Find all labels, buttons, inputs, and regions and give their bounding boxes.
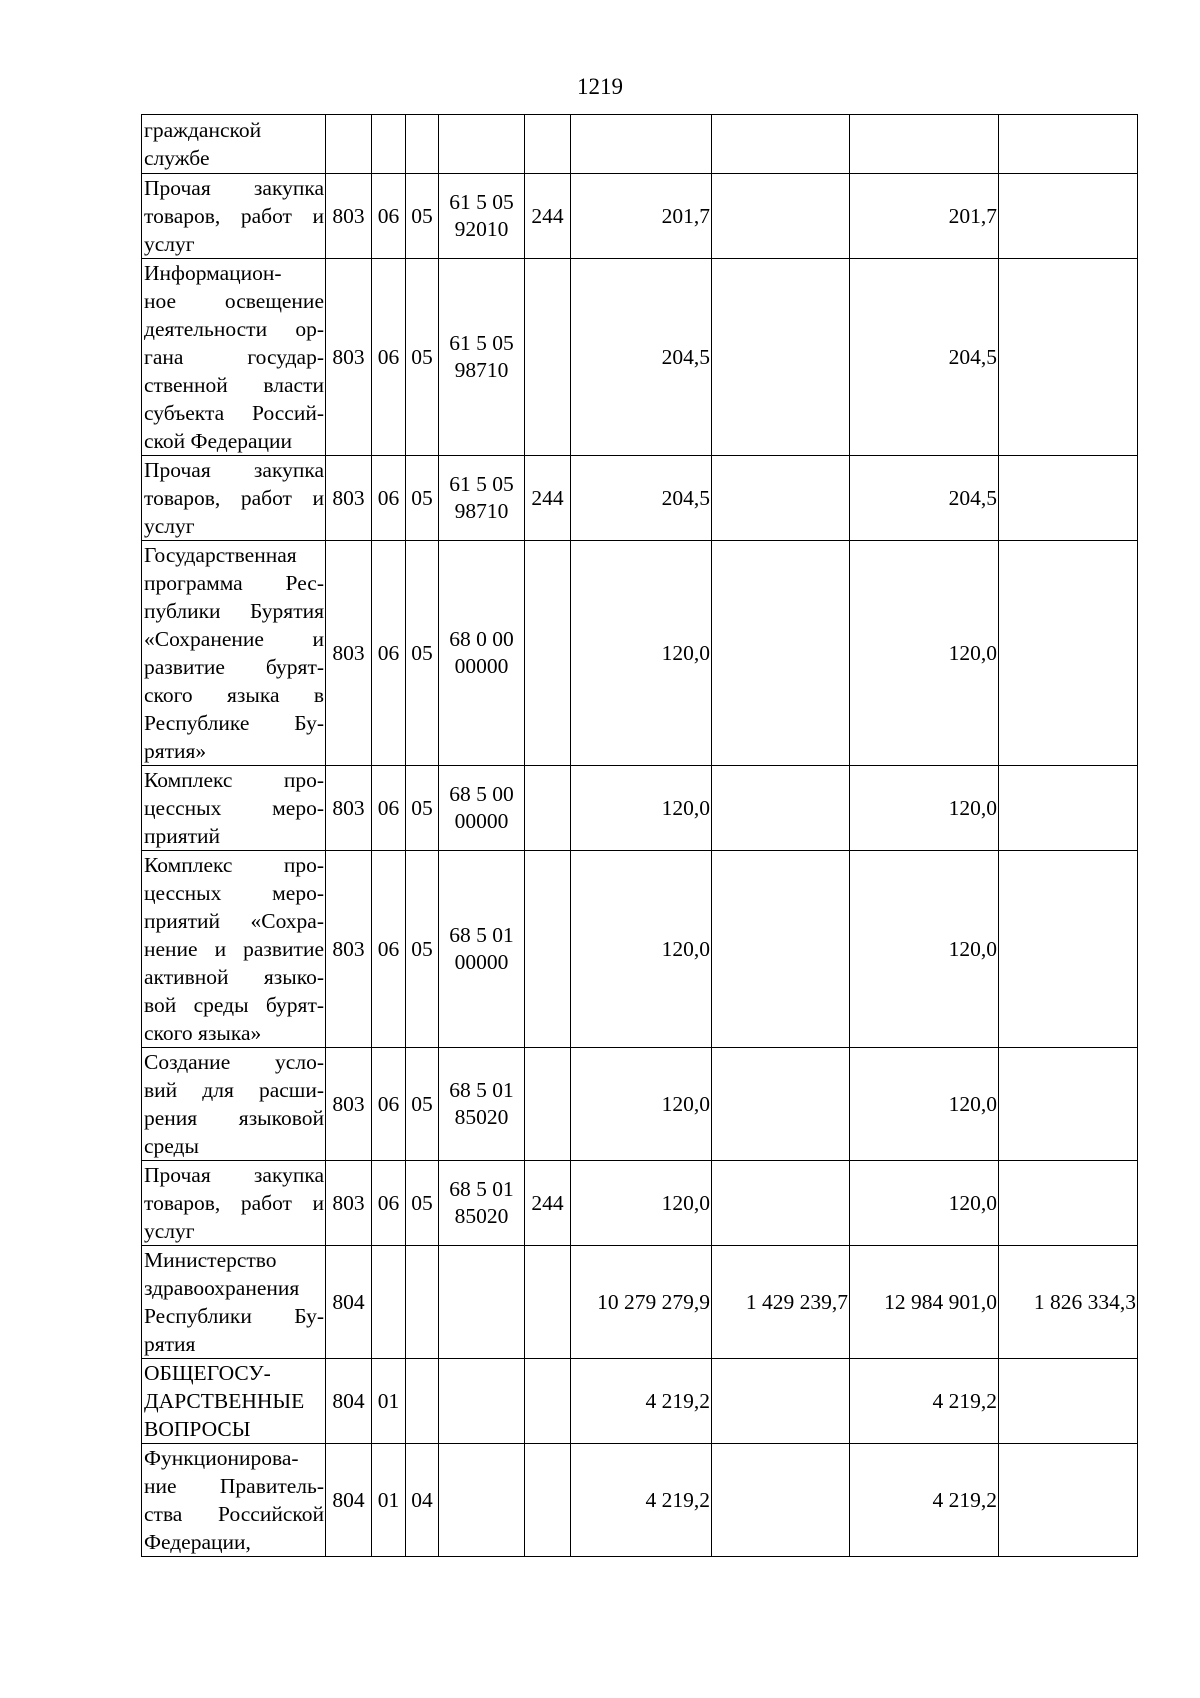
name-line: субъекта Россий-	[144, 401, 324, 425]
target-line: 85020	[454, 1105, 509, 1129]
name-line: Функционирова-	[144, 1446, 299, 1470]
cell-section: 06	[372, 851, 406, 1048]
cell-section: 06	[372, 766, 406, 851]
cell-subsection: 05	[406, 1048, 439, 1161]
target-line: 92010	[454, 217, 509, 241]
table-row	[142, 1444, 1138, 1557]
table-row	[142, 1246, 1138, 1359]
cell-subsection: 05	[406, 1161, 439, 1246]
target-line: 68 5 01	[449, 923, 514, 947]
cell-section	[372, 115, 406, 174]
cell-section: 06	[372, 456, 406, 541]
cell-subsection: 05	[406, 259, 439, 456]
cell-value-3: 120,0	[850, 766, 999, 851]
cell-value-4	[999, 851, 1138, 1048]
target-line: 98710	[454, 358, 509, 382]
name-line: ской Федерации	[144, 429, 293, 453]
target-line: 85020	[454, 1204, 509, 1228]
name-line: Прочая закупка	[144, 458, 324, 482]
table-body	[142, 115, 1138, 1557]
cell-value-1	[571, 115, 712, 174]
cell-expense-type: 244	[525, 1161, 571, 1246]
target-line: 68 0 00	[449, 627, 514, 651]
cell-expense-type	[525, 766, 571, 851]
table-row	[142, 1048, 1138, 1161]
cell-section: 01	[372, 1359, 406, 1444]
name-line: приятий «Сохра-	[144, 909, 324, 933]
cell-value-4	[999, 1161, 1138, 1246]
name-line: вий для расши-	[144, 1078, 324, 1102]
cell-value-1: 4 219,2	[571, 1359, 712, 1444]
cell-expense-type: 244	[525, 174, 571, 259]
name-line: ского языка в	[144, 683, 324, 707]
name-line: Республики Бу-	[144, 1304, 324, 1328]
cell-value-1: 201,7	[571, 174, 712, 259]
cell-name	[142, 1246, 326, 1359]
cell-name	[142, 541, 326, 766]
cell-subsection: 04	[406, 1444, 439, 1557]
budget-table	[141, 114, 1138, 1557]
cell-admin-code: 803	[326, 541, 372, 766]
cell-target-article	[439, 1444, 525, 1557]
table-row	[142, 259, 1138, 456]
table-row	[142, 851, 1138, 1048]
cell-name	[142, 1444, 326, 1557]
cell-value-2	[712, 1444, 850, 1557]
cell-value-1: 204,5	[571, 456, 712, 541]
name-line: Комплекс про-	[144, 853, 324, 877]
cell-subsection: 05	[406, 851, 439, 1048]
name-line: Прочая закупка	[144, 176, 324, 200]
name-line: Республике Бу-	[144, 711, 324, 735]
cell-subsection	[406, 1246, 439, 1359]
cell-name	[142, 456, 326, 541]
cell-value-1: 120,0	[571, 1048, 712, 1161]
cell-value-4	[999, 766, 1138, 851]
page-number: 1219	[577, 74, 623, 99]
name-line: ВОПРОСЫ	[144, 1417, 251, 1441]
name-line: ние Правитель-	[144, 1474, 324, 1498]
cell-value-2	[712, 1359, 850, 1444]
name-line: среды	[144, 1134, 199, 1158]
table-row	[142, 541, 1138, 766]
cell-value-3: 204,5	[850, 259, 999, 456]
name-line: Прочая закупка	[144, 1163, 324, 1187]
cell-admin-code: 803	[326, 1161, 372, 1246]
name-line: ского языка»	[144, 1021, 262, 1045]
cell-admin-code: 803	[326, 259, 372, 456]
cell-expense-type	[525, 1359, 571, 1444]
cell-value-1: 120,0	[571, 541, 712, 766]
cell-value-1: 120,0	[571, 851, 712, 1048]
name-line: гражданской	[144, 118, 262, 142]
name-line: ДАРСТВЕННЫЕ	[144, 1389, 305, 1413]
name-line: рятия»	[144, 739, 207, 763]
name-line: цессных меро-	[144, 881, 324, 905]
cell-name	[142, 115, 326, 174]
cell-value-2	[712, 766, 850, 851]
cell-admin-code: 803	[326, 1048, 372, 1161]
table-row	[142, 766, 1138, 851]
name-line: нение и развитие	[144, 937, 324, 961]
cell-value-4	[999, 1444, 1138, 1557]
cell-expense-type	[525, 1246, 571, 1359]
cell-value-4	[999, 1048, 1138, 1161]
target-line: 61 5 05	[449, 331, 514, 355]
cell-value-1: 204,5	[571, 259, 712, 456]
name-line: Федерации,	[144, 1530, 251, 1554]
cell-name	[142, 259, 326, 456]
name-line: Информацион-	[144, 261, 282, 285]
cell-value-2	[712, 1161, 850, 1246]
cell-value-3: 4 219,2	[850, 1359, 999, 1444]
target-line: 00000	[454, 809, 509, 833]
name-line: услуг	[144, 232, 195, 256]
cell-subsection: 05	[406, 541, 439, 766]
cell-name	[142, 1359, 326, 1444]
cell-value-1: 120,0	[571, 766, 712, 851]
cell-value-3: 120,0	[850, 851, 999, 1048]
cell-subsection: 05	[406, 766, 439, 851]
cell-value-3: 204,5	[850, 456, 999, 541]
name-line: Комплекс про-	[144, 768, 324, 792]
cell-admin-code: 803	[326, 174, 372, 259]
name-line: публики Бурятия	[144, 599, 324, 623]
cell-name	[142, 174, 326, 259]
target-line: 61 5 05	[449, 472, 514, 496]
cell-value-4	[999, 115, 1138, 174]
cell-admin-code: 803	[326, 851, 372, 1048]
cell-target-article	[439, 115, 525, 174]
cell-name	[142, 851, 326, 1048]
name-line: развитие бурят-	[144, 655, 324, 679]
name-line: рятия	[144, 1332, 196, 1356]
cell-section: 01	[372, 1444, 406, 1557]
cell-subsection	[406, 1359, 439, 1444]
name-line: цессных меро-	[144, 796, 324, 820]
target-line: 68 5 00	[449, 782, 514, 806]
name-line: приятий	[144, 824, 221, 848]
name-line: Создание усло-	[144, 1050, 324, 1074]
cell-value-2: 1 429 239,7	[712, 1246, 850, 1359]
table-row	[142, 1359, 1138, 1444]
cell-admin-code	[326, 115, 372, 174]
name-line: услуг	[144, 514, 195, 538]
cell-value-4	[999, 174, 1138, 259]
cell-target-article	[439, 851, 525, 1048]
name-line: товаров, работ и	[144, 486, 324, 510]
cell-value-3: 120,0	[850, 1161, 999, 1246]
target-line: 98710	[454, 499, 509, 523]
name-line: вой среды бурят-	[144, 993, 324, 1017]
cell-value-2	[712, 851, 850, 1048]
cell-value-3: 120,0	[850, 541, 999, 766]
cell-section: 06	[372, 174, 406, 259]
cell-value-4	[999, 1359, 1138, 1444]
cell-value-3: 4 219,2	[850, 1444, 999, 1557]
name-line: ОБЩЕГОСУ-	[144, 1361, 271, 1385]
cell-value-1: 10 279 279,9	[571, 1246, 712, 1359]
cell-section: 06	[372, 1048, 406, 1161]
name-line: ное освещение	[144, 289, 324, 313]
cell-value-4	[999, 541, 1138, 766]
cell-target-article	[439, 456, 525, 541]
cell-section: 06	[372, 259, 406, 456]
name-line: рения языковой	[144, 1106, 324, 1130]
cell-value-4	[999, 456, 1138, 541]
target-line: 00000	[454, 654, 509, 678]
cell-admin-code: 804	[326, 1444, 372, 1557]
cell-expense-type	[525, 1048, 571, 1161]
cell-value-2	[712, 541, 850, 766]
cell-value-2	[712, 174, 850, 259]
name-line: активной языко-	[144, 965, 324, 989]
cell-expense-type	[525, 541, 571, 766]
cell-admin-code: 803	[326, 456, 372, 541]
cell-expense-type	[525, 851, 571, 1048]
cell-value-3: 120,0	[850, 1048, 999, 1161]
cell-value-2	[712, 115, 850, 174]
table-row	[142, 1161, 1138, 1246]
cell-target-article	[439, 541, 525, 766]
cell-value-2	[712, 1048, 850, 1161]
target-line: 61 5 05	[449, 190, 514, 214]
cell-target-article	[439, 174, 525, 259]
name-line: деятельности ор-	[144, 317, 324, 341]
cell-value-1: 120,0	[571, 1161, 712, 1246]
cell-value-2	[712, 456, 850, 541]
cell-value-3: 201,7	[850, 174, 999, 259]
name-line: Министерство	[144, 1248, 277, 1272]
name-line: ственной власти	[144, 373, 324, 397]
cell-admin-code: 804	[326, 1359, 372, 1444]
cell-name	[142, 766, 326, 851]
name-line: программа Рес-	[144, 571, 324, 595]
target-line: 00000	[454, 950, 509, 974]
cell-value-3	[850, 115, 999, 174]
cell-value-2	[712, 259, 850, 456]
cell-target-article	[439, 1048, 525, 1161]
name-line: «Сохранение и	[144, 627, 324, 651]
cell-expense-type	[525, 115, 571, 174]
cell-target-article	[439, 1161, 525, 1246]
cell-name	[142, 1161, 326, 1246]
cell-subsection: 05	[406, 456, 439, 541]
target-line: 68 5 01	[449, 1078, 514, 1102]
table-row	[142, 115, 1138, 174]
cell-target-article	[439, 259, 525, 456]
cell-admin-code: 804	[326, 1246, 372, 1359]
name-line: ства Российской	[144, 1502, 324, 1526]
cell-target-article	[439, 1246, 525, 1359]
cell-admin-code: 803	[326, 766, 372, 851]
cell-expense-type: 244	[525, 456, 571, 541]
name-line: услуг	[144, 1219, 195, 1243]
table-row	[142, 456, 1138, 541]
target-line: 68 5 01	[449, 1177, 514, 1201]
cell-subsection: 05	[406, 174, 439, 259]
cell-value-4: 1 826 334,3	[999, 1246, 1138, 1359]
cell-target-article	[439, 1359, 525, 1444]
name-line: товаров, работ и	[144, 204, 324, 228]
name-line: товаров, работ и	[144, 1191, 324, 1215]
cell-section	[372, 1246, 406, 1359]
cell-value-3: 12 984 901,0	[850, 1246, 999, 1359]
name-line: гана государ-	[144, 345, 324, 369]
cell-subsection	[406, 115, 439, 174]
name-line: здравоохранения	[144, 1276, 300, 1300]
name-line: Государственная	[144, 543, 297, 567]
name-line: службе	[144, 146, 210, 170]
cell-value-4	[999, 259, 1138, 456]
cell-name	[142, 1048, 326, 1161]
cell-section: 06	[372, 541, 406, 766]
cell-section: 06	[372, 1161, 406, 1246]
cell-target-article	[439, 766, 525, 851]
table-row	[142, 174, 1138, 259]
cell-value-1: 4 219,2	[571, 1444, 712, 1557]
cell-expense-type	[525, 259, 571, 456]
cell-expense-type	[525, 1444, 571, 1557]
